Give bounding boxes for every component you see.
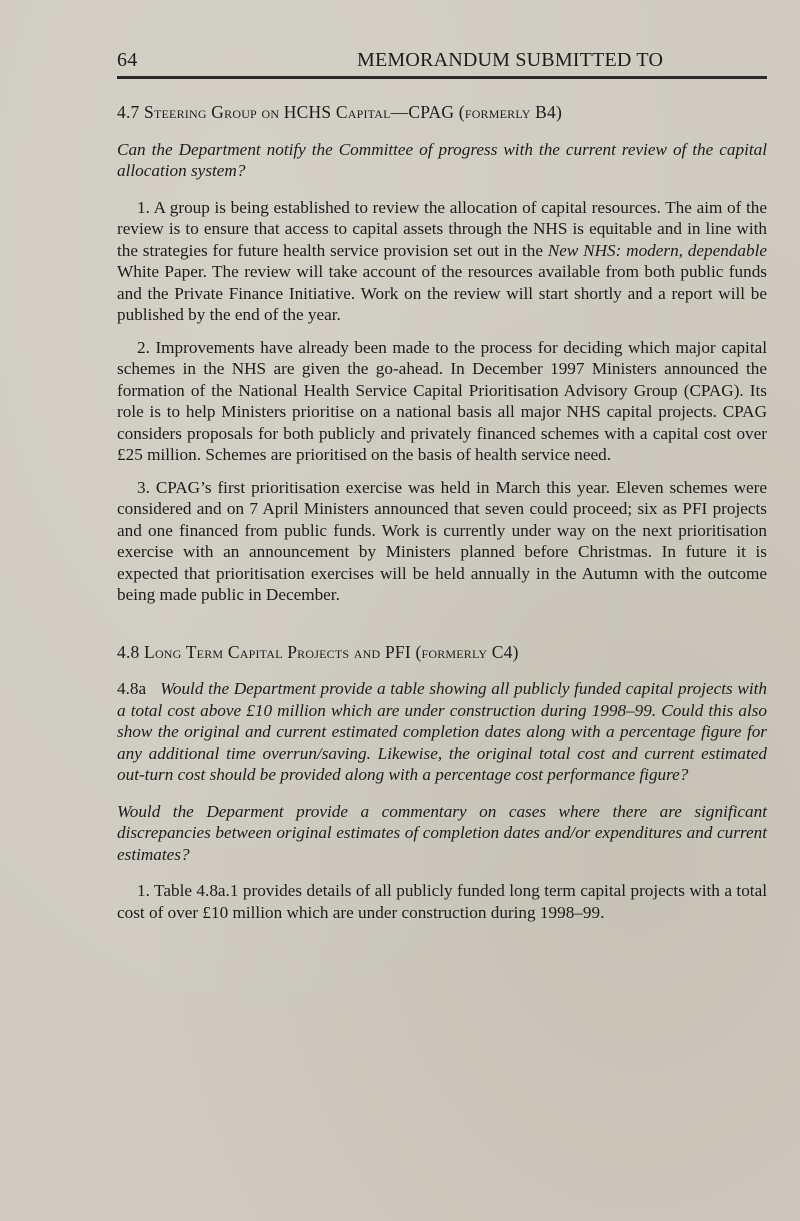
question-text: Would the Department provide a table showing all publicly funded capital projects with a total cost above £10 million which are under construction during 1998–99. Could this also show the original and current estimated completion dates along with a percentage figure for any additional time overrun/saving. Likewise, the original total cost and current estimated out-turn cost should be provided along with a percentage cost performance figure? [117,679,767,784]
paragraph-number: 2. [137,337,150,357]
section-spacer [117,617,767,642]
header-rule [117,76,767,79]
page-number: 64 [117,49,138,71]
paragraph-text: Table 4.8a.1 provides details of all publicly funded long term capital projects with a total cost of over £10 million which are under construction during 1998–99. [117,881,767,922]
section-heading-4-8: 4.8 Long Term Capital Projects and PFI (formerly C4) [117,641,519,662]
paragraph-text-b: White Paper. The review will take account of the resources available from both public funds and the Private Finance Initiative. Work on the review will start shortly and a report will be published by the end of the year. [117,262,767,324]
running-header [117,46,767,76]
paragraph-number: 1. [137,881,150,900]
paragraph-number: 1. [137,197,150,217]
paragraph-text: CPAG’s first prioritisation exercise was held in March this year. Eleven schemes were considered and on 7 April Ministers announced that seven could proceed; six as PFI projects and one financed from public funds. Work is currently under way on the next prioritisation exercise with an announcement by Ministers planned before Christmas. In future it is expected that prioritisation exercises will be held annually in the Autumn with the outcome being made public in December. [117,477,767,604]
paragraph-4-7-3 [117,477,767,606]
paragraph-4-7-1 [117,197,767,326]
question-4-7: Can the Department notify the Committee of progress with the current review of the capital allocation system? [117,139,767,180]
running-title: MEMORANDUM SUBMITTED TO [357,49,664,71]
paragraph-4-7-2 [117,337,767,466]
question-4-8a-followup: Would the Deparment provide a commentary on cases where there are significant discrepancies between original estimates of completion dates and/or expenditures and current estimates? [117,801,767,864]
section-heading-4-7: 4.7 Steering Group on HCHS Capital—CPAG (formerly B4) [117,102,562,122]
question-4-8a [117,678,767,786]
paragraph-text-a: A group is being established to review the allocation of capital resources. The aim of the review is to ensure that access to capital assets through the NHS is equitable and in line with the strategies for future health service provision set out in the [117,197,767,260]
white-paper-title: New NHS: modern, dependable [547,240,767,260]
paragraph-4-8-1 [117,880,767,923]
question-label: 4.8a [117,679,147,698]
paragraph-text: Improvements have already been made to the process for deciding which major capital schemes in the NHS are given the go-ahead. In December 1997 Ministers announced the formation of the National Health Service Capital Prioritisation Advisory Group (CPAG). Its role is to help Ministers prioritise on a national basis all major NHS capital projects. CPAG considers proposals for both publicly and privately financed schemes with a capital cost over £25 million. Schemes are prioritised on the basis of health service need. [117,337,767,464]
document-body [117,102,767,934]
paragraph-number: 3. [137,477,150,497]
